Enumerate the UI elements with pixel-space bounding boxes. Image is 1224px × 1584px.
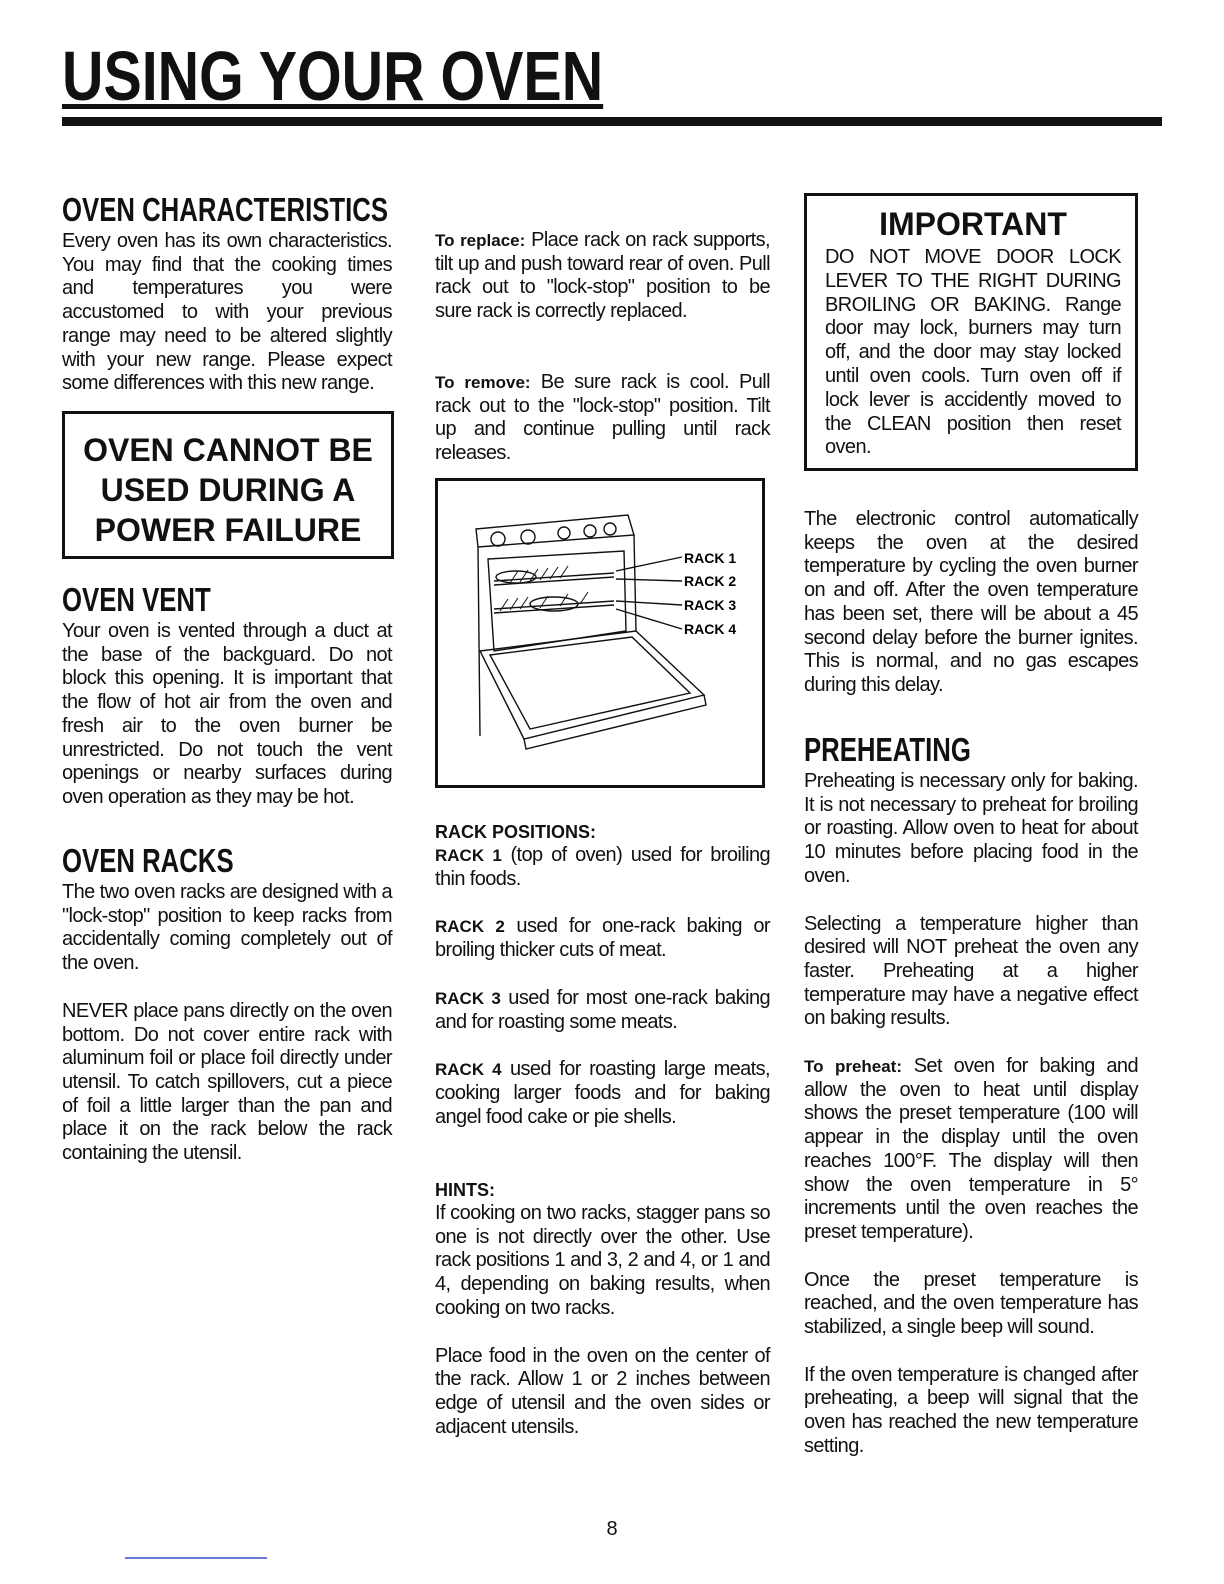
preheating-text-5: If the oven temperature is changed after preheating, a beep will signal that the oven has reached the new temperature setting. [804, 1363, 1138, 1457]
figure-label-rack-3: RACK 3 [684, 597, 737, 613]
hints-heading: HINTS: [435, 1180, 495, 1200]
oven-racks-text-1: The two oven racks are designed with a "lock-stop" position to keep racks from accidentally coming completely out of the oven. [62, 881, 392, 975]
rack-3-text: used for most one-rack baking and for roasting some meats. [435, 986, 770, 1033]
preheating-text-4: Once the preset temperature is reached, and the oven temperature has stabilized, a single beep will sound. [804, 1268, 1138, 1339]
electronic-control-section [804, 508, 1138, 698]
rack-3-description [435, 987, 770, 1034]
oven-characteristics-text: Every oven has its own characteristics. You may find that the cooking times and temperatures you were accustomed to with your previous range may need to be altered slightly with your new range. Please expect some differences with this new range. [62, 230, 392, 395]
preheat-label: To preheat: [804, 1057, 903, 1077]
rack-2-text: used for one-rack baking or broiling thicker cuts of meat. [435, 915, 770, 962]
remove-rack-label: To remove: [435, 373, 531, 392]
oven-vent-section [62, 580, 392, 810]
power-failure-line-3: POWER FAILURE [94, 512, 362, 548]
power-failure-line-1: OVEN CANNOT BE [83, 432, 373, 468]
footer-rule [125, 1557, 267, 1559]
rack-4-description [435, 1058, 770, 1129]
important-warning-box [804, 193, 1138, 471]
rack-positions-heading: RACK POSITIONS: [435, 822, 597, 842]
preheat-instructions [804, 1055, 1138, 1245]
oven-vent-text: Your oven is vented through a duct at the base of the backguard. Do not block this opening. It is important that the flow of hot air from the oven and fresh air to the oven burner be unrestricted. Do not touch the vent openings or nearby surfaces during oven operation as they may be hot. [62, 620, 392, 808]
replace-rack-instructions [435, 229, 770, 324]
oven-racks-section [62, 841, 392, 1166]
rack-position-figure [435, 478, 765, 788]
remove-rack-text [435, 371, 770, 466]
preheating-text-1: Preheating is necessary only for baking. It is not necessary to preheat for broiling or roasting. Allow oven to heat for about 10 minutes before placing food in the oven. [804, 770, 1138, 887]
important-heading: IMPORTANT [879, 206, 1067, 242]
oven-characteristics-heading: OVEN CHARACTERISTICS [62, 191, 389, 228]
preheating-section [804, 730, 1138, 1459]
power-failure-line-2: USED DURING A [100, 472, 356, 508]
oven-rack-illustration [438, 481, 762, 785]
figure-label-rack-4: RACK 4 [684, 621, 737, 637]
power-failure-warning-box [62, 411, 394, 559]
replace-rack-text [435, 229, 770, 324]
remove-rack-instructions [435, 371, 770, 466]
remove-rack-body: Be sure rack is cool. Pull rack out to the "lock-stop" position. Tilt up and continue pulling until rack releases. [435, 371, 770, 465]
figure-label-rack-1: RACK 1 [684, 550, 737, 566]
oven-racks-heading: OVEN RACKS [62, 842, 234, 879]
page-title: USING YOUR OVEN [62, 37, 604, 115]
rack-3-label: RACK 3 [435, 988, 501, 1008]
rack-4-label: RACK 4 [435, 1060, 502, 1080]
preheating-text-2: Selecting a temperature higher than desired will NOT preheat the oven any faster. Preheating at a higher temperature may have a negative effect on baking results. [804, 912, 1138, 1030]
rack-2-description [435, 915, 770, 962]
rack-1-description [435, 844, 770, 891]
oven-racks-text-2: NEVER place pans directly on the oven bottom. Do not cover entire rack with aluminum foil or place foil directly under utensil. To catch spillovers, cut a piece of foil a little larger than the pan and place it on the rack below the rack containing the utensil. [62, 999, 392, 1165]
oven-vent-heading: OVEN VENT [62, 581, 211, 618]
hints-text-1: If cooking on two racks, stagger pans so one is not directly over the other. Use rack positions 1 and 3, 2 and 4, or 1 and 4, depending on baking results, when cooking on two racks. [435, 1202, 770, 1319]
preheat-text: Set oven for baking and allow the oven to heat until display shows the preset temperature (100 will appear in the display until the oven reaches 100°F. The display will then show the oven temperature in 5° increments until the oven reaches the preset temperature). [804, 1055, 1138, 1243]
title-rule [62, 117, 1162, 126]
hints-text-2: Place food in the oven on the center of the rack. Allow 1 or 2 inches between edge of utensil and the oven sides or adjacent utensils. [435, 1344, 770, 1438]
oven-characteristics-section [62, 190, 392, 396]
important-text: DO NOT MOVE DOOR LOCK LEVER TO THE RIGHT DURING BROILING OR BAKING. Range door may lock, burners may turn off, and the door may stay locked until oven cools. Turn oven off if lock lever is accidently moved to the CLEAN position then reset oven. [825, 246, 1121, 459]
replace-rack-label: To replace: [435, 231, 526, 250]
hints-section [435, 1178, 770, 1439]
rack-1-text: (top of oven) used for broiling thin foods. [435, 844, 770, 890]
rack-1-label: RACK 1 [435, 846, 502, 865]
rack-2-label: RACK 2 [435, 917, 505, 937]
page-number: 8 [606, 1518, 618, 1540]
electronic-control-text: The electronic control automatically keeps the oven at the desired temperature by cycling the oven burner on and off. After the oven temperature has been set, there will be about a 45 second delay before the burner ignites. This is normal, and no gas escapes during this delay. [804, 508, 1138, 696]
rack-4-text: used for roasting large meats, cooking larger foods and for baking angel food cake or pie shells. [435, 1058, 770, 1128]
rack-positions-section [435, 820, 770, 1129]
preheating-heading: PREHEATING [804, 731, 971, 768]
replace-rack-body: Place rack on rack supports, tilt up and push toward rear of oven. Pull rack out to "lock-stop" position to be sure rack is correctly replaced. [435, 229, 770, 323]
figure-label-rack-2: RACK 2 [684, 573, 737, 589]
